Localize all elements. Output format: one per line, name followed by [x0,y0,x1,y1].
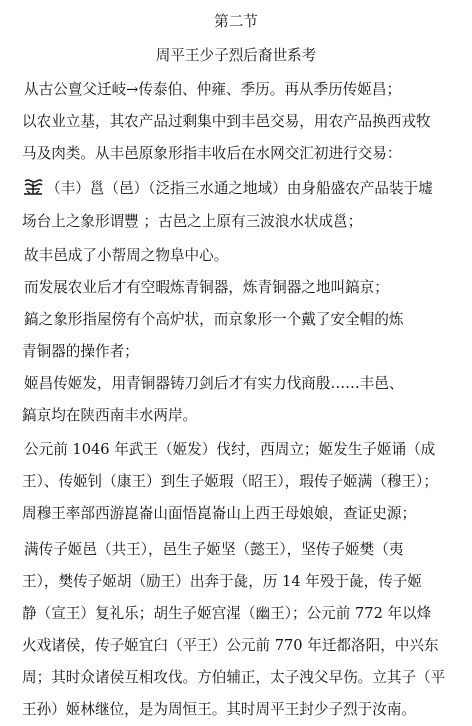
text-line: 鎬之象形指屋傍有个高炉状，而京象形一个戴了安全帽的炼 [24,311,404,328]
text-line: 公元前 1046 年武王（姬发）伐纣，西周立；姬发生子姬诵（成 [24,441,436,458]
text-line: 姬昌传姬发，用青铜器铸刀剑后才有实力伐商殷……丰邑、 [24,375,404,392]
text-line: 鎬京均在陕西南丰水两岸。 [22,407,198,424]
text-line: 周穆王率部西游崑崙山面悟崑崙山上西王母娘娘，查证史源； [22,505,417,522]
text-line: 故丰邑成了小帮周之物阜中心。 [24,247,229,264]
section-heading: 第二节 [214,13,258,30]
text-line: 满传子姬邑（共王），邑生子姬坚（懿王），坚传子姬樊（夷 [24,541,404,558]
text-line: 王），樊传子姬胡（励王）出奔于彘，历 14 年殁于彘，传子姬 [22,573,422,590]
text-line: 周；其时众诸侯互相攻伐。方伯辅正，太子洩父早伤。立其子（平 [22,669,446,686]
feng-ancient-character-icon [22,178,44,196]
text-line: （丰）邕（邑）（泛指三水通之地域）由身船盛农产品装于墟 [46,180,433,197]
section-title: 周平王少子烈后裔世系考 [155,47,317,64]
text-line: 青铜器的操作者； [22,343,139,360]
text-line: 马及肉类。从丰邑原象形指丰收后在水网交汇初进行交易： [22,145,402,162]
text-line: 以农业立基，其农产品过剩集中到丰邑交易，用农产品换西戎牧 [22,113,431,130]
text-line: 王）、传姬钊（康王）到生子姬瑕（昭王），瑕传子姬满（穆王）； [22,473,438,490]
text-line: 王孙）姬林继位，是为周恒王。其时周平王封少子烈于汝南。 [22,701,417,718]
text-line: 从古公亶父迁岐→传泰伯、仲雍、季历。再从季历传姬昌； [24,81,402,98]
text-line-with-glyph [22,178,472,199]
text-line: 静（宣王）复礼乐；胡生子姬宫湦（幽王）；公元前 772 年以烽 [22,605,432,622]
text-line: 场台上之象形谓豐 ；古邑之上原有三波浪水状成邕； [22,213,363,230]
text-line: 火戏诸侯，传子姬宜臼（平王）公元前 770 年迁都洛阳，中兴东 [22,637,439,654]
text-line: 而发展农业后才有空暇炼青铜器，炼青铜器之地叫鎬京； [24,279,389,296]
